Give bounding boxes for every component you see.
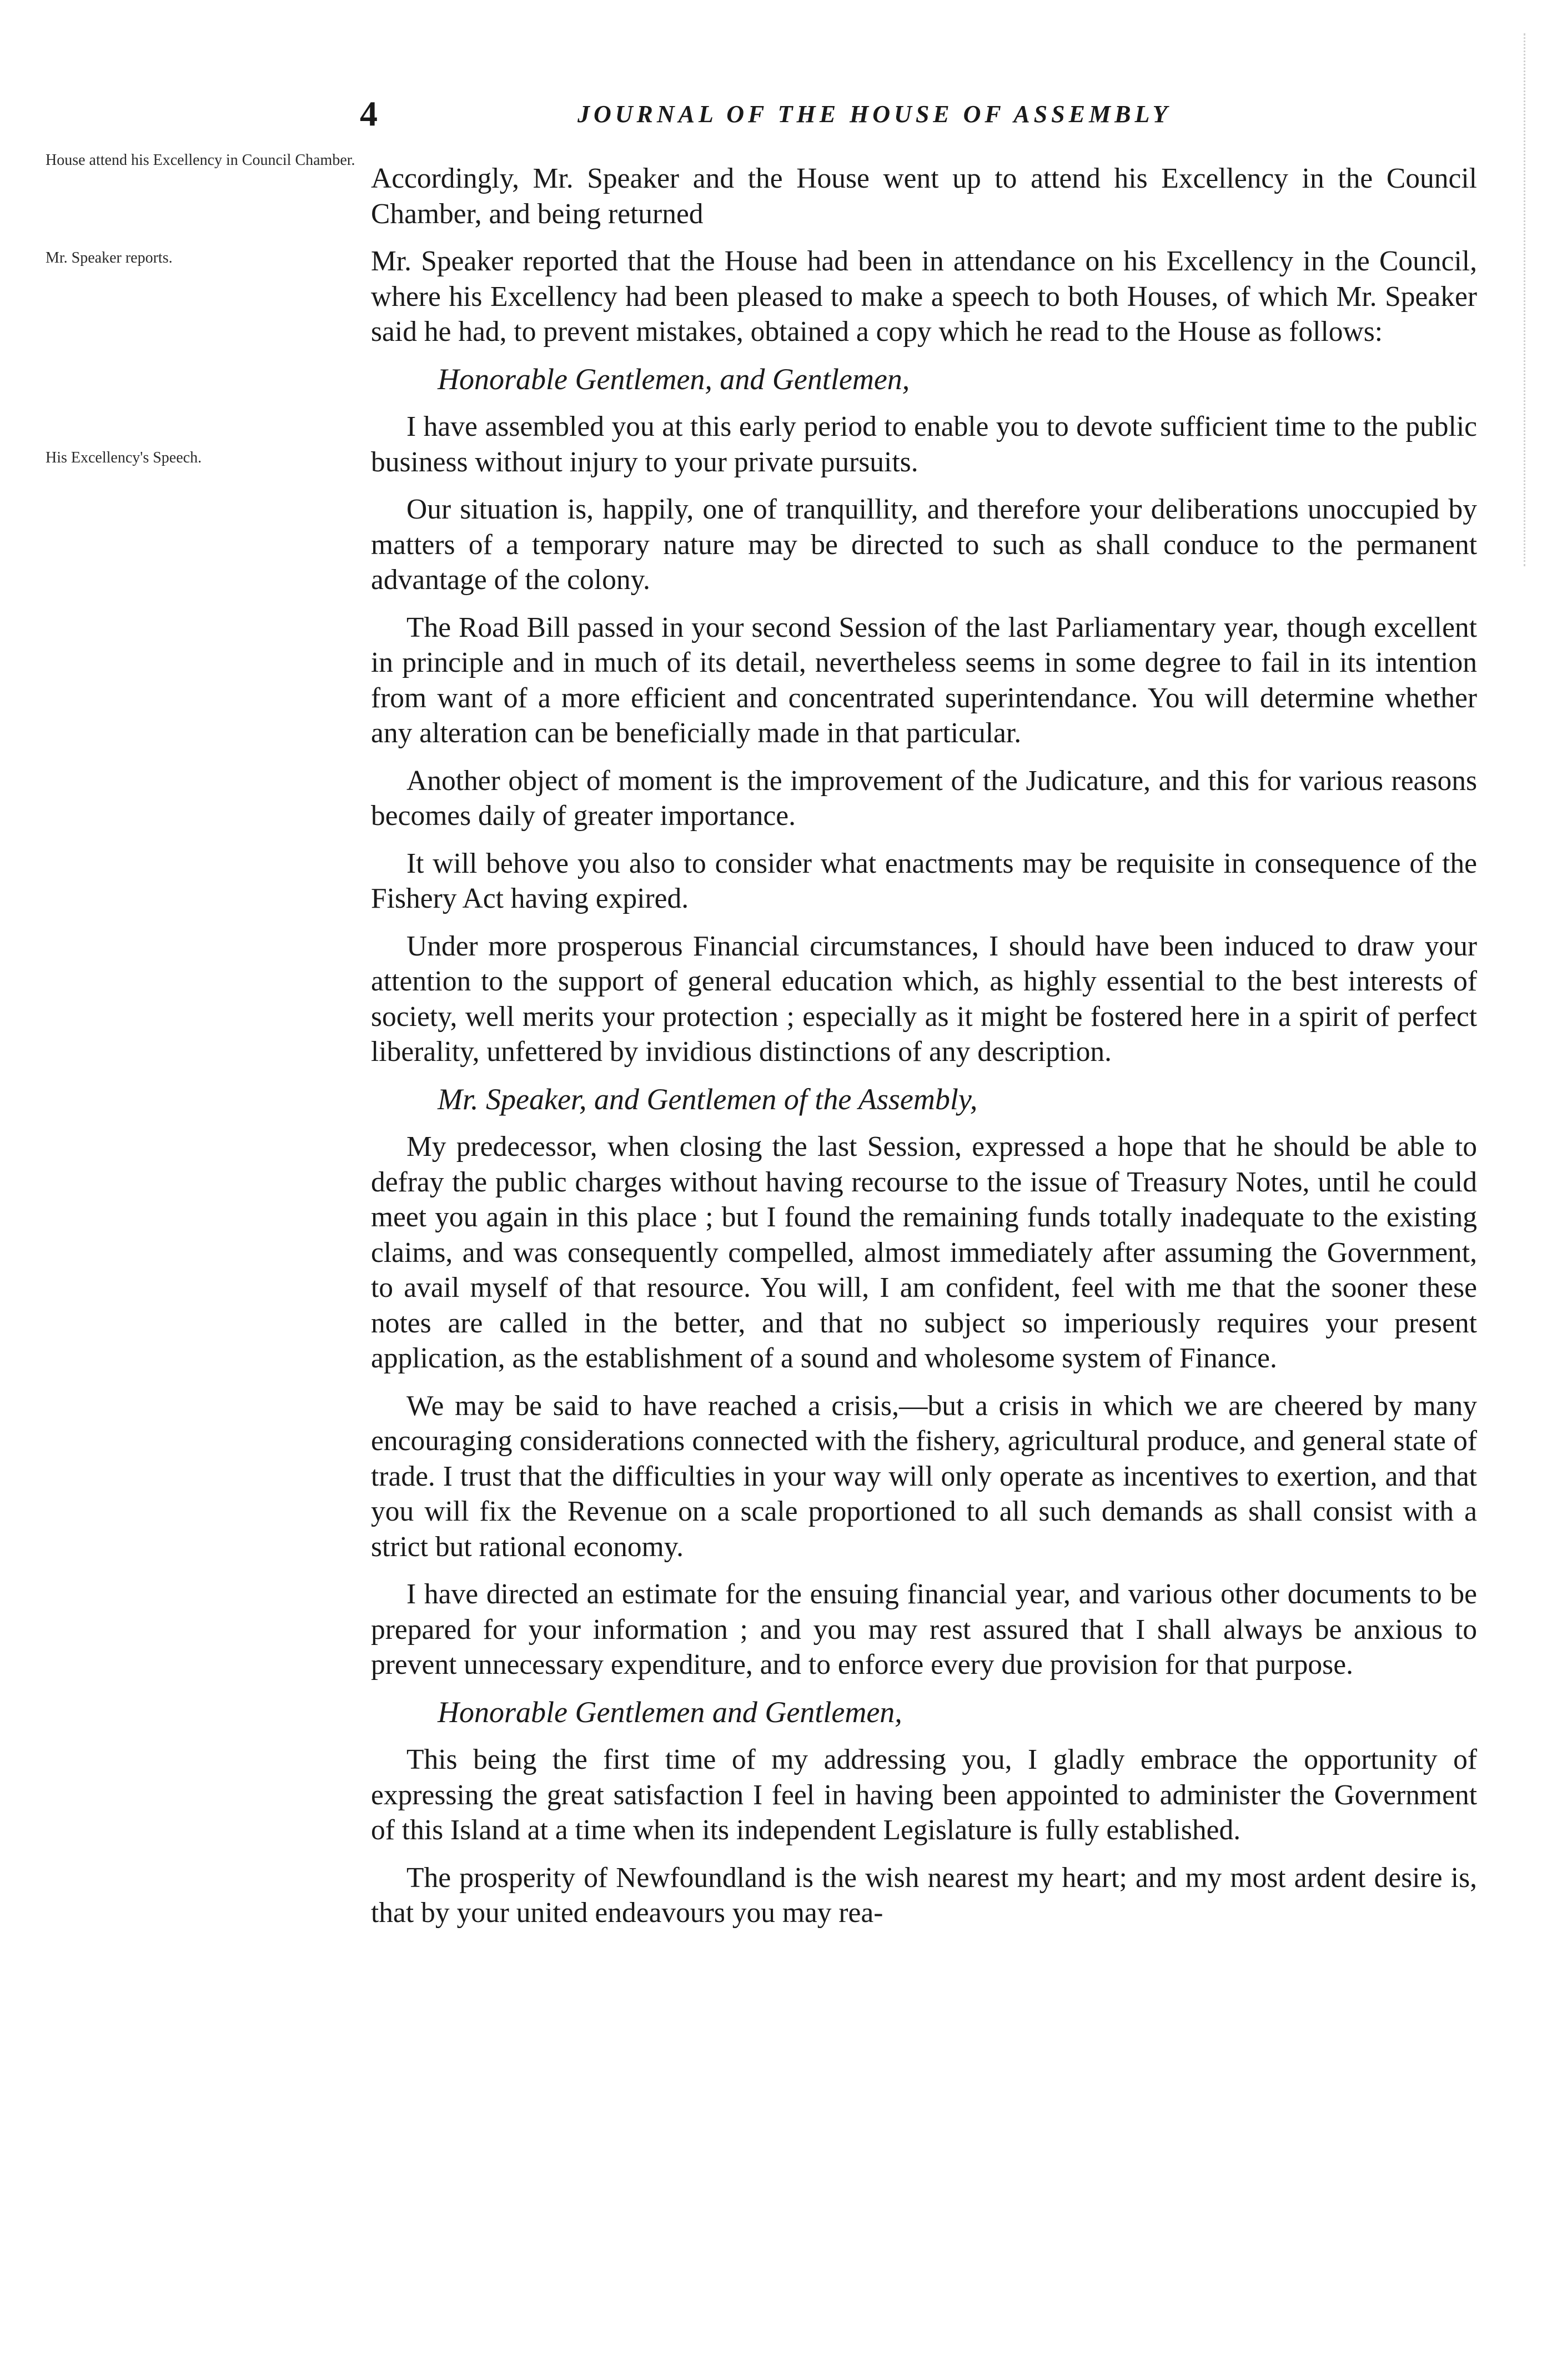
margin-note-excellency-speech: His Excellency's Speech. bbox=[46, 449, 202, 466]
paragraph: The Road Bill passed in your second Session of the last Parliamentary year, though excellent in principle and in much of its detail, nevertheless seems in some degree to fail in its intention from want of a more efficient and concentrated superintendance. You will determine whether any alteration can be beneficially made in that particular. bbox=[371, 611, 1477, 749]
paragraph: Our situation is, happily, one of tranquillity, and therefore your deliberations unoccupied by matters of a temporary nature may be directed to such as shall conduce to the permanent advantage of the colony. bbox=[371, 494, 1477, 596]
paragraph: Mr. Speaker reported that the House had been in attendance on his Excellency in the Council, where his Excellency had been pleased to make a speech to both Houses, of which Mr. Speaker said he had, to prevent mistakes, obtained a copy which he read to the House as follows: bbox=[371, 245, 1477, 348]
margin-note-speaker-reports: Mr. Speaker reports. bbox=[46, 249, 173, 266]
salutation-heading: Mr. Speaker, and Gentlemen of the Assembly, bbox=[438, 1082, 978, 1116]
salutation-heading: Honorable Gentlemen and Gentlemen, bbox=[438, 1695, 902, 1729]
page-number: 4 bbox=[360, 94, 378, 133]
body-text bbox=[371, 161, 1477, 1943]
scan-edge-artifact bbox=[1524, 33, 1542, 566]
paragraph: Another object of moment is the improvement of the Judicature, and this for various reasons becomes daily of greater importance. bbox=[371, 764, 1477, 832]
paragraph: We may be said to have reached a crisis,—but a crisis in which we are cheered by many encouraging considerations connected with the fishery, agricultural produce, and general state of trade. I trust that the difficulties in your way will only operate as incentives to exertion, and that you will fix the Revenue on a scale proportioned to all such demands as shall consist with a strict but rational economy. bbox=[371, 1390, 1477, 1563]
paragraph: My predecessor, when closing the last Session, expressed a hope that he should be able to defray the public charges without having recourse to the issue of Treasury Notes, until he could meet you again in this place ; but I found the remaining funds totally inadequate to the existing claims, and was consequently compelled, almost immediately after assuming the Government, to avail myself of that resource. You will, I am confident, feel with me that the sooner these notes are called in the better, and that no subject so imperiously requires your present application, as the establishment of a sound and wholesome system of Finance. bbox=[371, 1131, 1477, 1374]
paragraph: I have directed an estimate for the ensuing financial year, and various other documents to be prepared for your information ; and you may rest assured that I shall always be anxious to prevent unnecessary expenditure, and to enforce every due provision for that purpose. bbox=[371, 1578, 1477, 1680]
paragraph: Accordingly, Mr. Speaker and the House went up to attend his Excellency in the Council Chamber, and being returned bbox=[371, 163, 1477, 230]
paragraph: Under more prosperous Financial circumstances, I should have been induced to draw your attention to the support of general education which, as highly essential to the best interests of society, well merits your protection ; especially as it might be fostered here in a spirit of perfect liberality, unfettered by invidious distinctions of any description. bbox=[371, 930, 1477, 1068]
running-head: JOURNAL OF THE HOUSE OF ASSEMBLY bbox=[577, 100, 1172, 128]
margin-note-house-attend: House attend his Excellency in Council Chamber. bbox=[46, 152, 355, 169]
paragraph: It will behove you also to consider what enactments may be requisite in consequence of the Fishery Act having expired. bbox=[371, 847, 1477, 914]
paragraph: I have assembled you at this early period to enable you to devote sufficient time to the public business without injury to your private pursuits. bbox=[371, 411, 1477, 478]
salutation-heading: Honorable Gentlemen, and Gentlemen, bbox=[438, 362, 910, 396]
paragraph: This being the first time of my addressing you, I gladly embrace the opportunity of expressing the great satisfaction I feel in having been appointed to administer the Government of this Island at a time when its independent Legislature is fully established. bbox=[371, 1744, 1477, 1846]
paragraph: The prosperity of Newfoundland is the wish nearest my heart; and my most ardent desire is, that by your united endeavours you may rea- bbox=[371, 1861, 1477, 1929]
